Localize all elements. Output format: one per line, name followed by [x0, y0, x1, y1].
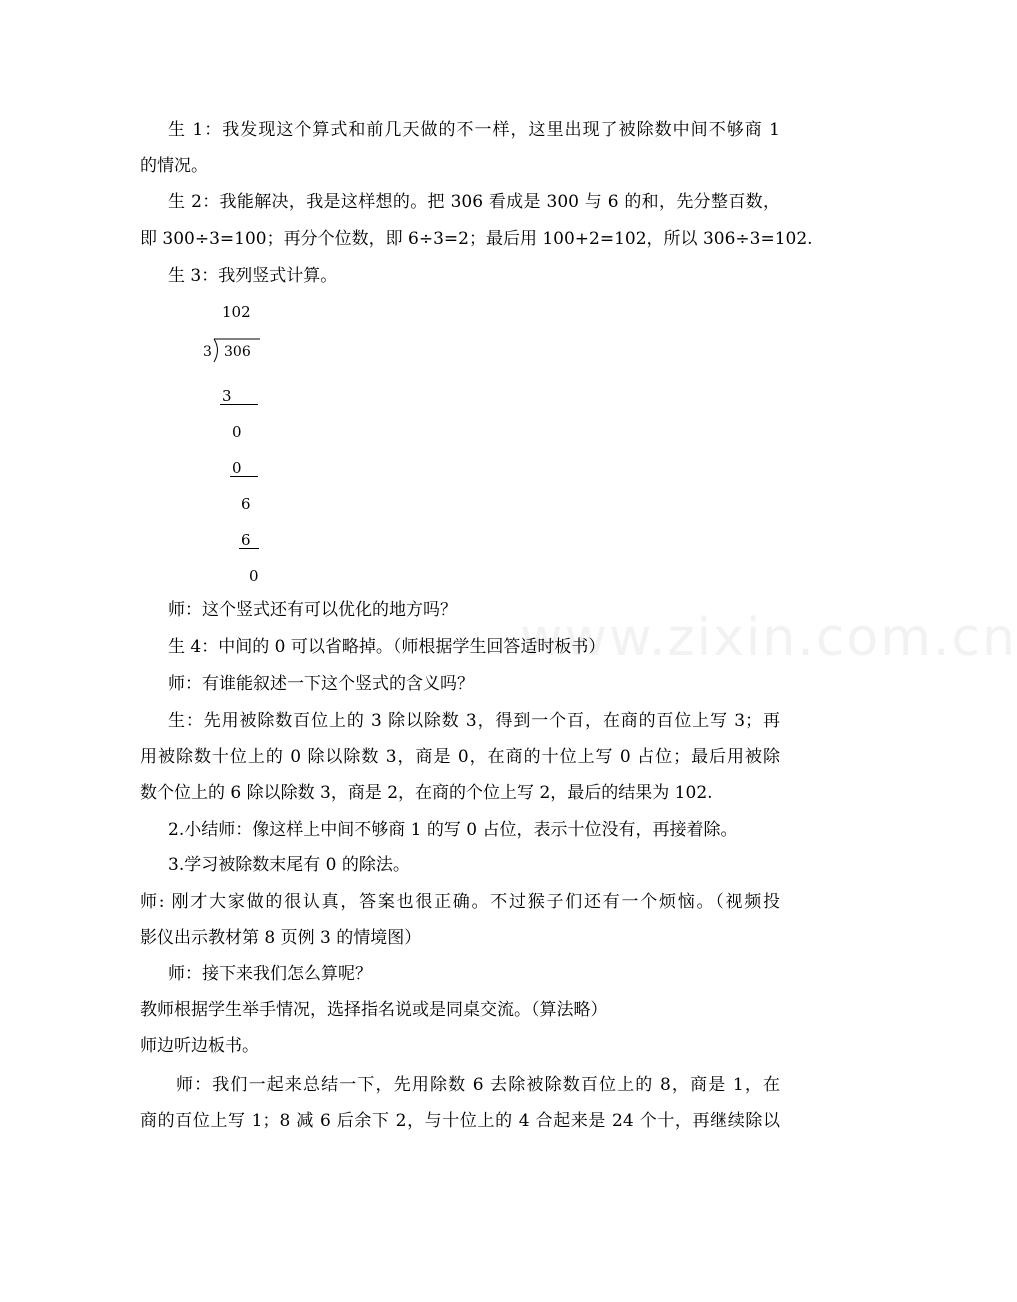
paragraph-line: 的情况。: [140, 156, 208, 176]
paragraph-line: 师：有谁能叙述一下这个竖式的含义吗？: [168, 674, 474, 694]
paragraph-line: 商的百位上写 1；8 减 6 后余下 2，与十位上的 4 合起来是 24 个十，再继续除以: [140, 1111, 780, 1131]
paragraph-line: 师：我们一起来总结一下，先用除数 6 去除被除数百位上的 8，商是 1，在: [176, 1075, 780, 1095]
paragraph-line: 师：这个竖式还有可以优化的地方吗？: [168, 600, 457, 620]
step-underline: [220, 404, 258, 405]
step-remainder: 6: [241, 495, 251, 513]
paragraph-line: 3.学习被除数末尾有 0 的除法。: [168, 855, 410, 875]
quotient: 102: [222, 303, 251, 321]
divisor: 3: [203, 344, 212, 360]
paragraph-line: 生 3：我列竖式计算。: [168, 266, 338, 286]
paragraph-line: 即 300÷3=100；再分个位数，即 6÷3=2；最后用 100+2=102，所以 306÷3=102.: [140, 229, 813, 249]
paragraph-line: 生 1：我发现这个算式和前几天做的不一样，这里出现了被除数中间不够商 1: [168, 120, 780, 140]
paragraph-line: 生 4：中间的 0 可以省略掉。（师根据学生回答适时板书）: [168, 637, 606, 657]
paragraph-line: 教师根据学生举手情况，选择指名说或是同桌交流。（算法略）: [140, 1000, 608, 1020]
step-subtrahend: 6: [241, 531, 251, 549]
paragraph-line: 数个位上的 6 除以除数 3，商是 2，在商的个位上写 2，最后的结果为 102.: [140, 783, 713, 803]
paragraph-line: 生：先用被除数百位上的 3 除以除数 3，得到一个百，在商的百位上写 3；再: [168, 711, 780, 731]
paragraph-line: 师：接下来我们怎么算呢？: [168, 964, 372, 984]
dividend: 306: [224, 344, 251, 360]
paragraph-line: 用被除数十位上的 0 除以除数 3，商是 0，在商的十位上写 0 占位；最后用被除: [140, 747, 780, 767]
paragraph-line: 影仪出示教材第 8 页例 3 的情境图）: [140, 928, 422, 948]
final-remainder: 0: [249, 567, 259, 585]
step-underline: [239, 548, 259, 549]
paragraph-line: 生 2：我能解决，我是这样想的。把 306 看成是 300 与 6 的和，先分整百数，: [168, 192, 780, 212]
step-subtrahend: 3: [222, 387, 232, 405]
watermark: www.zixin.com.cn: [520, 608, 1017, 668]
step-underline: [230, 476, 258, 477]
step-subtrahend: 0: [232, 459, 242, 477]
step-remainder: 0: [232, 423, 242, 441]
paragraph-line: 师边听边板书。: [140, 1036, 259, 1056]
paragraph-line: 师: 刚才大家做的很认真，答案也很正确。不过猴子们还有一个烦恼。（视频投: [140, 892, 780, 912]
paragraph-line: 2.小结师：像这样上中间不够商 1 的写 0 占位，表示十位没有，再接着除。: [168, 820, 738, 840]
